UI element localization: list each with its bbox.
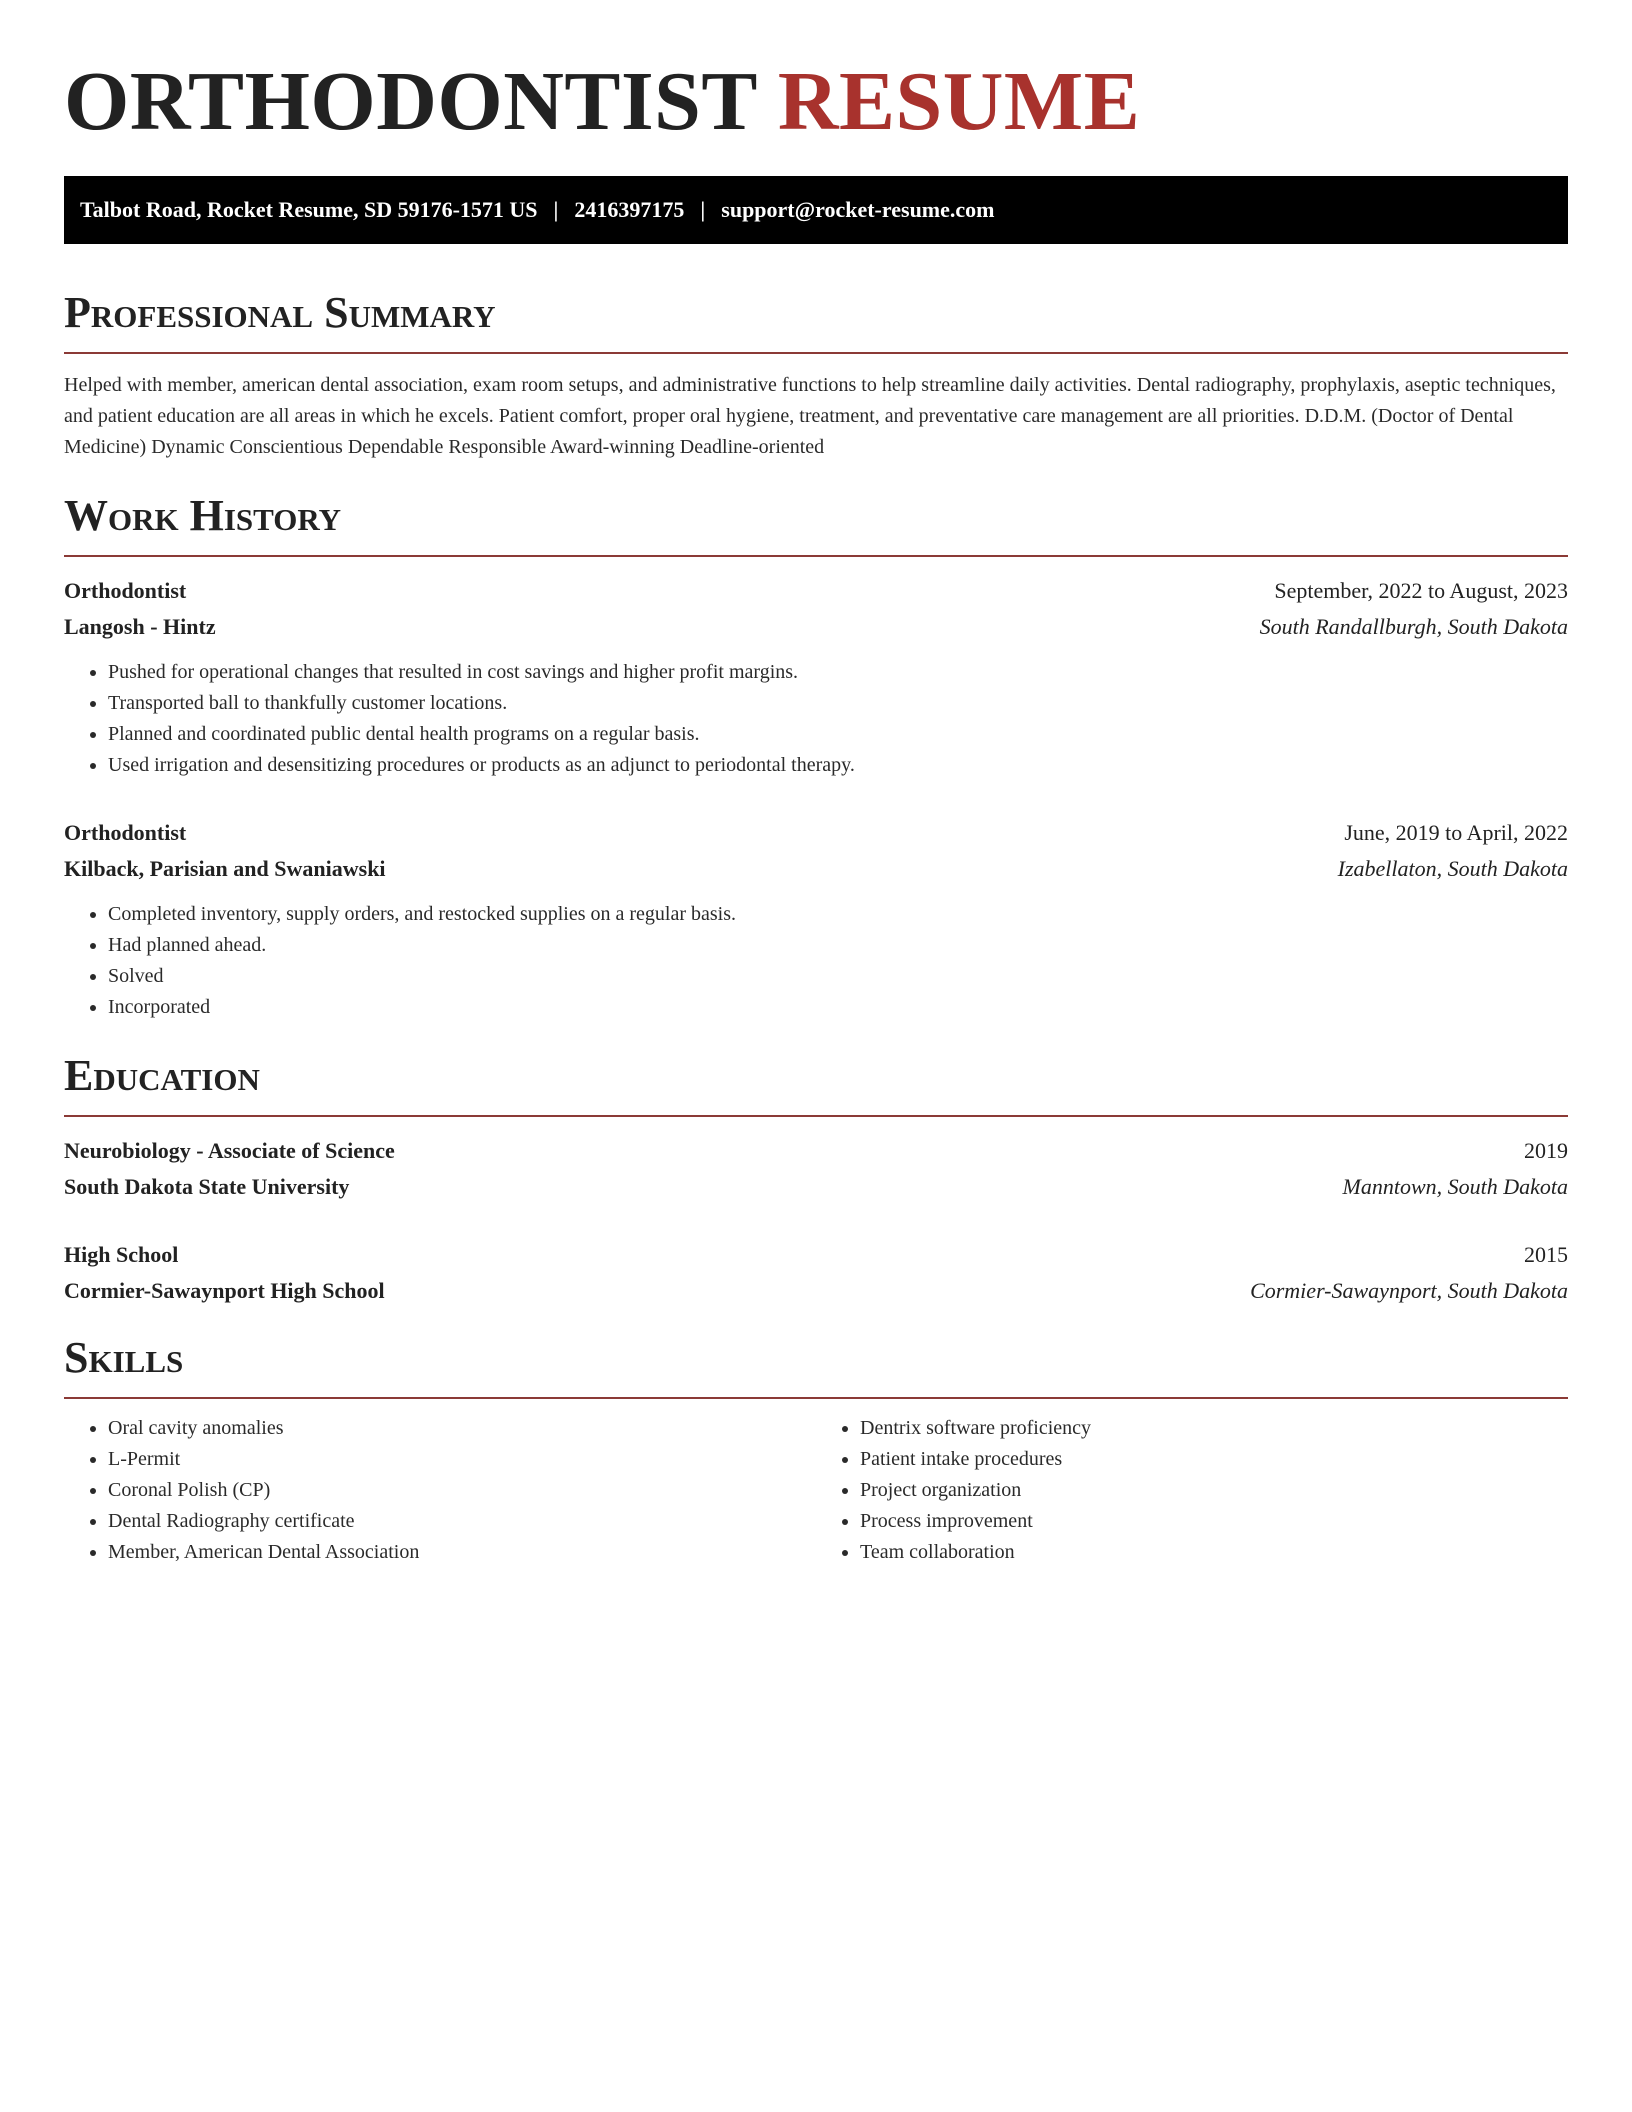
education-entry [64, 1133, 1568, 1205]
skill-item: • Process improvement [860, 1506, 1568, 1537]
contact-address: Talbot Road, Rocket Resume, SD 59176-1571 US [80, 197, 538, 222]
education-degree: High School [64, 1242, 179, 1267]
education-degree: Neurobiology - Associate of Science [64, 1138, 395, 1163]
education-heading: Education [64, 1051, 1568, 1117]
job-title: Orthodontist [64, 820, 187, 845]
summary-section [64, 288, 1568, 463]
education-school: Cormier-Sawaynport High School [64, 1278, 385, 1303]
job-bullet: • Transported ball to thankfully customer locations. [108, 688, 1568, 719]
skill-item: • Team collaboration [860, 1537, 1568, 1568]
job-dates: September, 2022 to August, 2023 [1274, 578, 1568, 603]
education-location: Manntown, South Dakota [1342, 1174, 1568, 1199]
skills-list-right [816, 1413, 1568, 1568]
education-section [64, 1051, 1568, 1309]
skill-item: • Patient intake procedures [860, 1444, 1568, 1475]
job-bullet: • Used irrigation and desensitizing procedures or products as an adjunct to periodontal therapy. [108, 750, 1568, 781]
job-entry [64, 815, 1568, 1023]
summary-heading: Professional Summary [64, 288, 1568, 354]
skill-item: • Dental Radiography certificate [108, 1506, 816, 1537]
title-main: ORTHODONTIST [64, 55, 757, 148]
education-year: 2015 [1524, 1242, 1568, 1267]
skills-heading: Skills [64, 1333, 1568, 1399]
job-bullet: • Had planned ahead. [108, 930, 1568, 961]
skills-columns [64, 1413, 1568, 1568]
job-bullet: • Completed inventory, supply orders, and restocked supplies on a regular basis. [108, 899, 1568, 930]
job-company: Kilback, Parisian and Swaniawski [64, 856, 386, 881]
job-dates: June, 2019 to April, 2022 [1344, 820, 1568, 845]
education-entry [64, 1237, 1568, 1309]
contact-email[interactable]: support@rocket-resume.com [721, 197, 995, 222]
work-history-heading: Work History [64, 491, 1568, 557]
job-company: Langosh - Hintz [64, 614, 216, 639]
skill-item: • Coronal Polish (CP) [108, 1475, 816, 1506]
summary-text: Helped with member, american dental association, exam room setups, and administrative functions to help streamline daily activities. Dental radiography, prophylaxis, aseptic techniques, and patient education are all areas in which he excels. Patient comfort, proper oral hygiene, treatment, and preventative care management are all priorities. D.D.M. (Doctor of Dental Medicine) Dynamic Conscientious Dependable Responsible Award-winning Deadline-oriented [64, 374, 1556, 458]
skill-item: • Dentrix software proficiency [860, 1413, 1568, 1444]
contact-bar [64, 176, 1568, 244]
skill-item: • Oral cavity anomalies [108, 1413, 816, 1444]
title-accent: RESUME [777, 55, 1141, 148]
skill-item: • Project organization [860, 1475, 1568, 1506]
skill-item: • L-Permit [108, 1444, 816, 1475]
skill-item: • Member, American Dental Association [108, 1537, 816, 1568]
job-bullet: • Planned and coordinated public dental health programs on a regular basis. [108, 719, 1568, 750]
skills-list-left [64, 1413, 816, 1568]
job-bullet: • Incorporated [108, 992, 1568, 1023]
job-bullets [64, 899, 1568, 1023]
job-title: Orthodontist [64, 578, 187, 603]
job-location: Izabellaton, South Dakota [1337, 856, 1568, 881]
skills-section [64, 1333, 1568, 1568]
job-entry [64, 573, 1568, 781]
job-location: South Randallburgh, South Dakota [1259, 614, 1568, 639]
job-bullet: • Pushed for operational changes that resulted in cost savings and higher profit margins. [108, 657, 1568, 688]
education-school: South Dakota State University [64, 1174, 350, 1199]
contact-separator: | [553, 197, 559, 222]
job-bullets [64, 657, 1568, 781]
education-location: Cormier-Sawaynport, South Dakota [1250, 1278, 1568, 1303]
job-bullet: • Solved [108, 961, 1568, 992]
education-year: 2019 [1524, 1138, 1568, 1163]
work-history-section [64, 491, 1568, 1023]
resume-title [64, 52, 1568, 152]
contact-separator: | [700, 197, 706, 222]
contact-phone: 2416397175 [574, 197, 685, 222]
